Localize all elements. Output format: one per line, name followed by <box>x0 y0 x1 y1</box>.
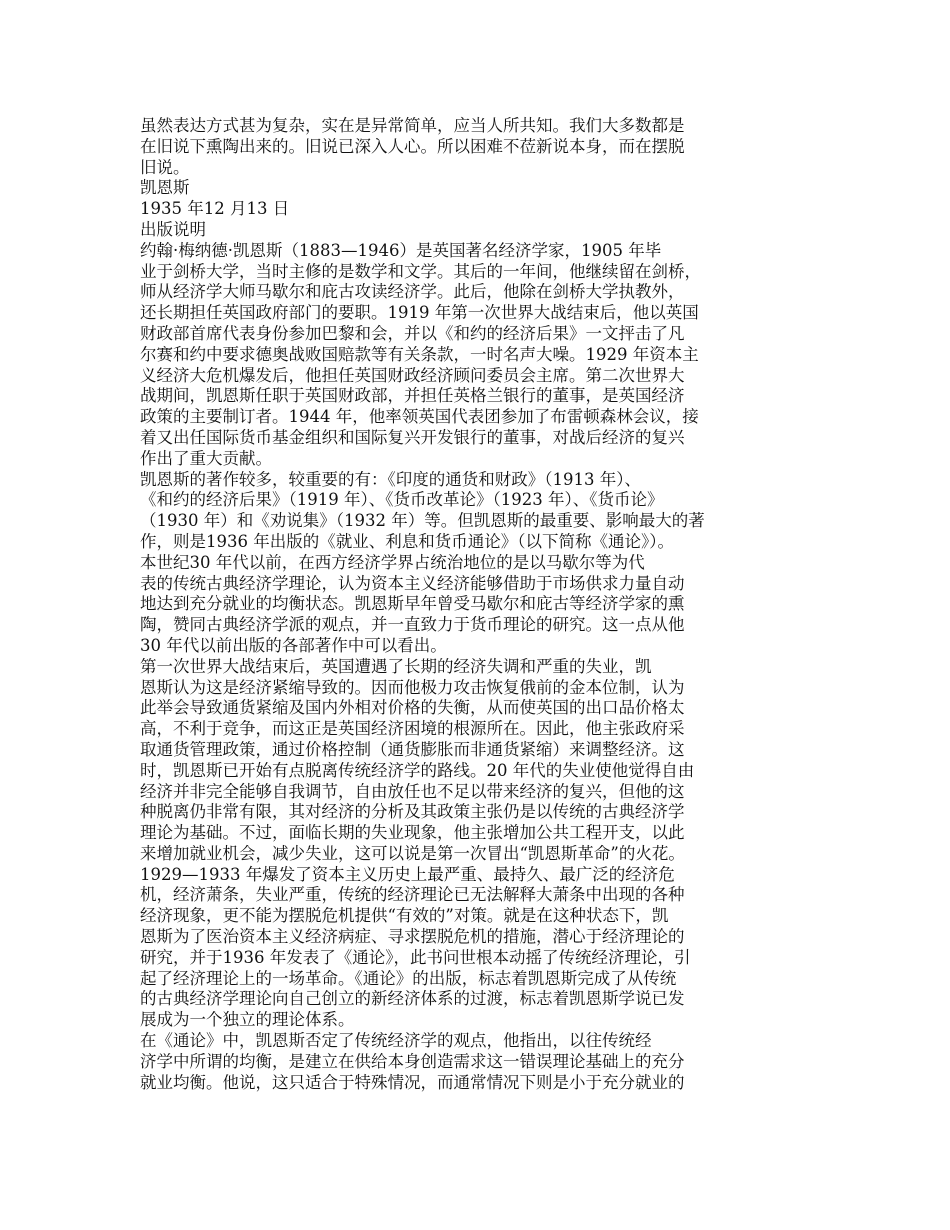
text-line: 的古典经济学理论向自己创立的新经济体系的过渡，标志着凯恩斯学说已发 <box>140 989 685 1009</box>
text-line: 陶，赞同古典经济学派的观点，并一直致力于货币理论的研究。这一点从他 <box>140 615 685 635</box>
text-line: 还长期担任英国政府部门的要职。1919 年第一次世界大战结束后，他以英国 <box>140 303 699 323</box>
text-line: 作出了重大贡献。 <box>140 448 272 468</box>
text-line: 约翰·梅纳德·凯恩斯（1883—1946）是英国著名经济学家，1905 年毕 <box>140 240 662 260</box>
text-line: 在《通论》中，凯恩斯否定了传统经济学的观点，他指出，以往传统经 <box>140 1031 652 1051</box>
document-page <box>140 116 780 1093</box>
text-line: 1929—1933 年爆发了资本主义历史上最严重、最持久、最广泛的经济危 <box>140 864 675 884</box>
text-line: 作，则是1936 年出版的《就业、利息和货币通论》（以下简称《通论》）。 <box>140 531 674 551</box>
text-line: 时，凯恩斯已开始有点脱离传统经济学的路线。20 年代的失业使他觉得自由 <box>140 760 695 780</box>
text-line: 战期间，凯恩斯任职于英国财政部，并担任英格兰银行的董事，是英国经济 <box>140 386 685 406</box>
text-line: 《和约的经济后果》（1919 年）、《货币改革论》（1923 年）、《货币论》 <box>140 490 664 510</box>
text-line: 表的传统古典经济学理论，认为资本主义经济能够借助于市场供求力量自动 <box>140 573 685 593</box>
text-line: 义经济大危机爆发后，他担任英国财政经济顾问委员会主席。第二次世界大 <box>140 365 685 385</box>
text-line: 就业均衡。他说，这只适合于特殊情况，而通常情况下则是小于充分就业的 <box>140 1072 685 1092</box>
text-line: 政策的主要制订者。1944 年，他率领英国代表团参加了布雷顿森林会议，接 <box>140 407 699 427</box>
text-line: 经济现象，更不能为摆脱危机提供“有效的”对策。就是在这种状态下，凯 <box>140 906 669 926</box>
text-line: 济学中所谓的均衡，是建立在供给本身创造需求这一错误理论基础上的充分 <box>140 1051 685 1071</box>
text-line: 凯恩斯 <box>140 178 190 198</box>
text-line: 恩斯认为这是经济紧缩导致的。因而他极力攻击恢复俄前的金本位制，认为 <box>140 677 685 697</box>
text-line: 地达到充分就业的均衡状态。凯恩斯早年曾受马歇尔和庇古等经济学家的熏 <box>140 594 685 614</box>
text-line: 此举会导致通货紧缩及国内外相对价格的失衡，从而使英国的出口品价格太 <box>140 698 685 718</box>
text-line: （1930 年）和《劝说集》（1932 年）等。但凯恩斯的最重要、影响最大的著 <box>140 511 705 531</box>
text-line: 机，经济萧条，失业严重，传统的经济理论已无法解释大萧条中出现的各种 <box>140 885 685 905</box>
text-line: 取通货管理政策，通过价格控制（通货膨胀而非通货紧缩）来调整经济。这 <box>140 739 685 759</box>
text-line: 研究，并于1936 年发表了《通论》，此书问世根本动摇了传统经济理论，引 <box>140 947 691 967</box>
text-line: 理论为基础。不过，面临长期的失业现象，他主张增加公共工程开支，以此 <box>140 823 685 843</box>
text-line: 30 年代以前出版的各部著作中可以看出。 <box>140 635 447 655</box>
text-line: 凯恩斯的著作较多，较重要的有：《印度的通货和财政》（1913 年）、 <box>140 469 641 489</box>
text-line: 起了经济理论上的一场革命。《通论》的出版，标志着凯恩斯完成了从传统 <box>140 968 677 988</box>
text-line: 经济并非完全能够自我调节，自由放任也不足以带来经济的复兴，但他的这 <box>140 781 685 801</box>
text-line: 1935 年12 月13 日 <box>140 199 290 219</box>
text-line: 展成为一个独立的理论体系。 <box>140 1010 355 1030</box>
text-line: 师从经济学大师马歇尔和庇古攻读经济学。此后，他除在剑桥大学执教外， <box>140 282 685 302</box>
text-line: 恩斯为了医治资本主义经济病症、寻求摆脱危机的措施，潜心于经济理论的 <box>140 927 685 947</box>
text-line: 尔赛和约中要求德奥战败国赔款等有关条款，一时名声大噪。1929 年资本主 <box>140 344 699 364</box>
text-line: 出版说明 <box>140 219 206 239</box>
text-line: 财政部首席代表身份参加巴黎和会，并以《和约的经济后果》一文抨击了凡 <box>140 323 685 343</box>
text-line: 在旧说下熏陶出来的。旧说已深入人心。所以困难不莅新说本身，而在摆脱 <box>140 136 685 156</box>
text-line: 业于剑桥大学，当时主修的是数学和文学。其后的一年间，他继续留在剑桥， <box>140 261 701 281</box>
text-line: 第一次世界大战结束后，英国遭遇了长期的经济失调和严重的失业，凯 <box>140 656 652 676</box>
text-line: 着又出任国际货币基金组织和国际复兴开发银行的董事，对战后经济的复兴 <box>140 427 685 447</box>
text-line: 种脱离仍非常有限，其对经济的分析及其政策主张仍是以传统的古典经济学 <box>140 802 685 822</box>
text-line: 旧说。 <box>140 157 190 177</box>
text-line: 高，不利于竞争，而这正是英国经济困境的根源所在。因此，他主张政府采 <box>140 719 685 739</box>
text-line: 本世纪30 年代以前，在西方经济学界占统治地位的是以马歇尔等为代 <box>140 552 645 572</box>
text-line: 虽然表达方式甚为复杂，实在是异常简单，应当人所共知。我们大多数都是 <box>140 116 685 135</box>
text-line: 来增加就业机会，减少失业，这可以说是第一次冒出“凯恩斯革命”的火花。 <box>140 843 685 863</box>
